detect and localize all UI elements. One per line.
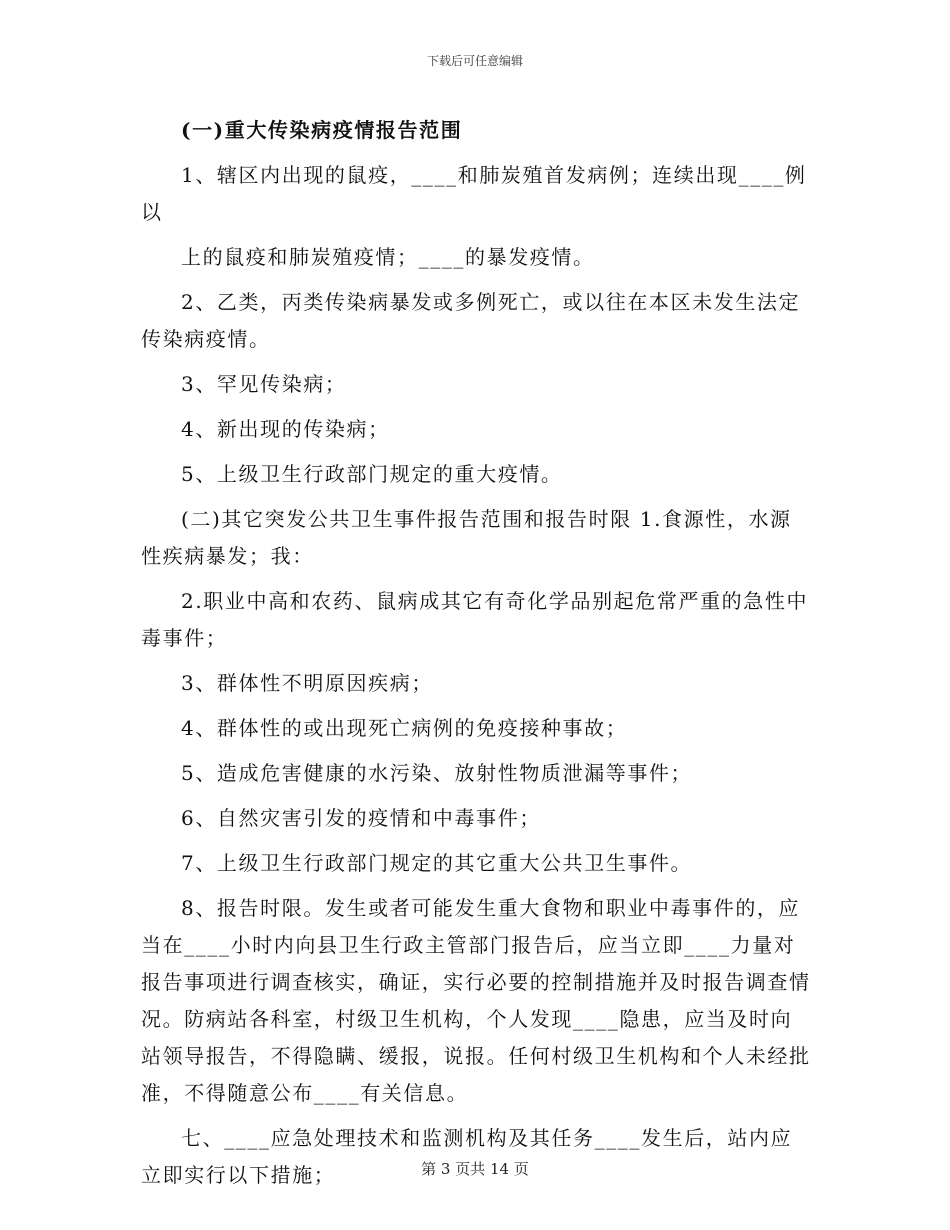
paragraph: 上的鼠疫和肺炭殖疫情；____的暴发疫情。	[181, 245, 595, 269]
paragraph: 2、乙类，丙类传染病暴发或多例死亡，或以往在本区未发生法定传染病疫情。	[141, 290, 801, 351]
page-header: 下载后可任意编辑	[426, 54, 523, 68]
page-footer: 第 3 页共 14 页	[421, 1160, 529, 1178]
document-body	[141, 112, 811, 1202]
paragraph: 5、造成危害健康的水污染、放射性物质泄漏等事件；	[181, 761, 693, 785]
paragraph: 4、新出现的传染病；	[181, 417, 390, 441]
paragraph: 5、上级卫生行政部门规定的重大疫情。	[181, 462, 563, 486]
paragraph: 2.职业中高和农药、鼠病成其它有奇化学品别起危常严重的急性中毒事件；	[141, 589, 809, 650]
paragraph: 3、罕见传染病；	[181, 372, 347, 396]
paragraph: 七、____应急处理技术和监测机构及其任务____发生后，站内应立即实行以下措施；	[141, 1126, 793, 1187]
section-heading: (一)重大传染病疫情报告范围	[181, 118, 463, 142]
paragraph: 6、自然灾害引发的疫情和中毒事件；	[181, 806, 541, 830]
paragraph: 4、群体性的或出现死亡病例的免疫接种事故；	[181, 716, 628, 740]
paragraph: 3、群体性不明原因疾病；	[181, 671, 433, 695]
paragraph: 8、报告时限。发生或者可能发生重大食物和职业中毒事件的，应当在____小时内向县卫生行政主管部门报告后，应当立即____力量对报告事项进行调查核实，确证，实行必要的控制措施并及时报告调查情况。防病站各科室，村级卫生机构，个人发现____隐患，应当及时向站领导报告，不得隐瞒、缓报，说报。任何村级卫生机构和个人未经批准，不得随意公布____有关信息。	[141, 896, 811, 1105]
paragraph: (二)其它突发公共卫生事件报告范围和报告时限 1.食源性，水源性疾病暴发；我：	[141, 507, 792, 568]
paragraph: 1、辖区内出现的鼠疫，____和肺炭殖首发病例；连续出现____例以	[141, 163, 807, 224]
paragraph: 7、上级卫生行政部门规定的其它重大公共卫生事件。	[181, 851, 693, 875]
